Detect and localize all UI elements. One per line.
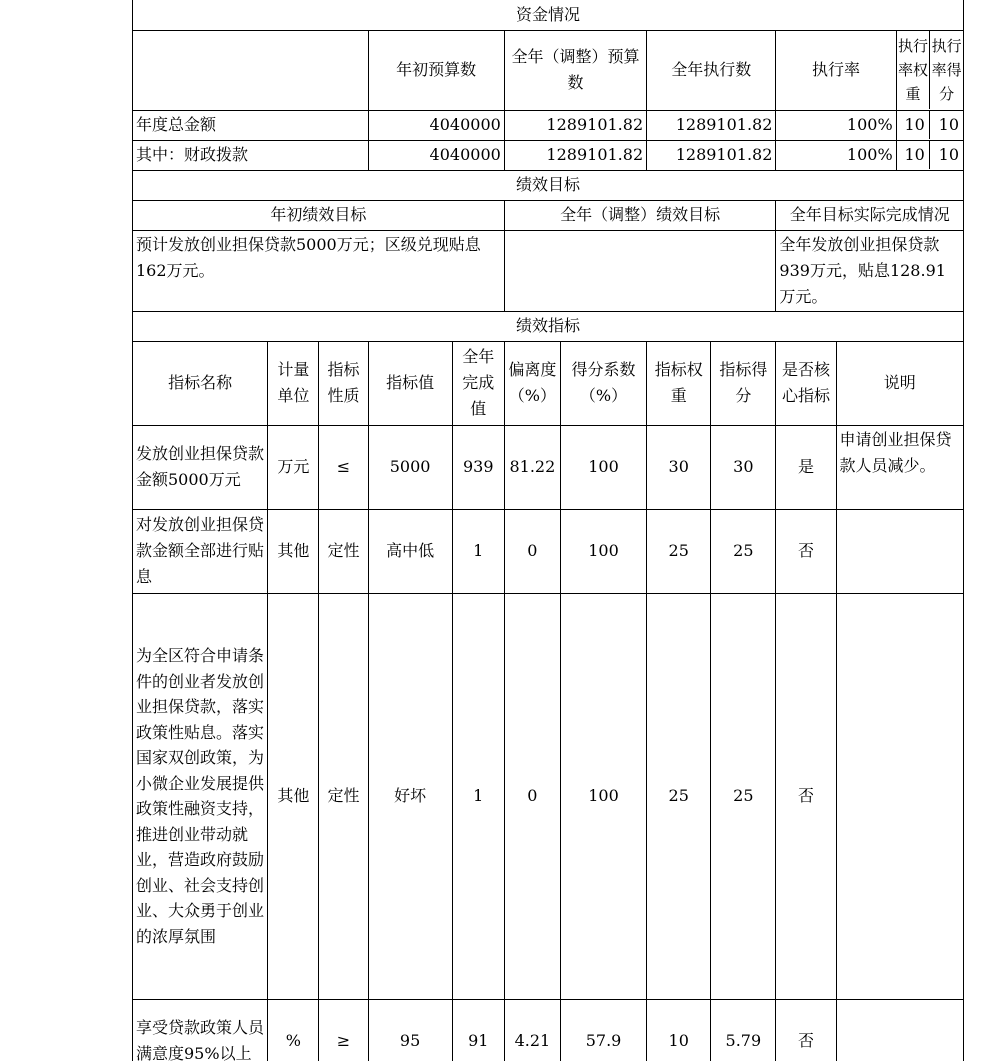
ind-row-coef: 100	[560, 593, 646, 999]
funds-row-initial-budget: 4040000	[368, 140, 504, 170]
funds-header-blank	[133, 30, 369, 110]
funds-row-exec-rate: 100%	[776, 140, 896, 170]
funds-header-exec-weight: 执行率权重	[897, 31, 931, 109]
funds-row-adjusted-budget: 1289101.82	[504, 110, 646, 140]
ind-row-deviation: 0	[504, 509, 560, 593]
funds-row-weight: 10	[897, 141, 930, 169]
ind-row-deviation: 0	[504, 593, 560, 999]
funds-row-adjusted-budget: 1289101.82	[504, 140, 646, 170]
performance-table-frame	[132, 0, 965, 1061]
ind-row-weight: 30	[647, 425, 711, 509]
ind-row-unit: 万元	[268, 425, 319, 509]
goals-section-title: 绩效目标	[133, 170, 964, 200]
ind-row-core: 否	[776, 509, 836, 593]
ind-row-target: 95	[368, 999, 452, 1061]
ind-row-weight: 25	[647, 509, 711, 593]
ind-row-score: 5.79	[711, 999, 776, 1061]
ind-row-unit: 其他	[268, 509, 319, 593]
funds-row-score: 10	[938, 145, 959, 164]
funds-row-initial-budget: 4040000	[368, 110, 504, 140]
funds-row-executed: 1289101.82	[647, 140, 776, 170]
ind-row-deviation: 4.21	[504, 999, 560, 1061]
funds-header-adjusted-budget: 全年（调整）预算数	[504, 30, 646, 110]
ind-row-score: 30	[711, 425, 776, 509]
funds-row-exec-rate: 100%	[776, 110, 896, 140]
performance-table	[132, 0, 964, 1061]
funds-row-executed: 1289101.82	[647, 110, 776, 140]
funds-row-weights	[896, 140, 963, 170]
ind-row-target: 好坏	[368, 593, 452, 999]
ind-row-name: 为全区符合申请条件的创业者发放创业担保贷款，落实政策性贴息。落实国家双创政策，为小微企业发展提供政策性融资支持，推进创业带动就业，营造政府鼓励创业、社会支持创业、大众勇于创业的浓厚氛围	[133, 593, 268, 999]
ind-row-weight: 10	[647, 999, 711, 1061]
ind-row-name: 享受贷款政策人员满意度95%以上	[133, 999, 268, 1061]
funds-header-exec-score: 执行率得分	[931, 37, 962, 103]
ind-row-actual: 939	[452, 425, 504, 509]
indicators-section-title: 绩效指标	[133, 311, 964, 341]
ind-row-actual: 1	[452, 509, 504, 593]
funds-row-score: 10	[938, 115, 959, 134]
ind-row-weight: 25	[647, 593, 711, 999]
ind-row-name: 发放创业担保贷款金额5000万元	[133, 425, 268, 509]
ind-row-unit: 其他	[268, 593, 319, 999]
funds-header-initial-budget: 年初预算数	[368, 30, 504, 110]
ind-header-deviation: 偏离度（%）	[504, 341, 560, 425]
ind-header-target: 指标值	[368, 341, 452, 425]
funds-section-title: 资金情况	[133, 0, 964, 30]
ind-row-target: 高中低	[368, 509, 452, 593]
goals-initial-header: 年初绩效目标	[133, 200, 505, 230]
ind-row-note	[836, 509, 963, 593]
ind-row-nature: 定性	[319, 593, 368, 999]
ind-row-note: 申请创业担保贷款人员减少。	[836, 425, 963, 509]
funds-header-executed: 全年执行数	[647, 30, 776, 110]
goals-adjusted-text	[504, 230, 776, 311]
ind-row-nature: 定性	[319, 509, 368, 593]
goals-initial-text: 预计发放创业担保贷款5000万元；区级兑现贴息162万元。	[133, 230, 505, 311]
ind-row-core: 否	[776, 999, 836, 1061]
goals-actual-header: 全年目标实际完成情况	[776, 200, 964, 230]
ind-row-coef: 57.9	[560, 999, 646, 1061]
funds-row-label: 年度总金额	[133, 110, 369, 140]
funds-row-weight: 10	[897, 111, 930, 139]
ind-header-nature: 指标性质	[319, 341, 368, 425]
ind-row-deviation: 81.22	[504, 425, 560, 509]
ind-header-score: 指标得分	[711, 341, 776, 425]
ind-header-note: 说明	[836, 341, 963, 425]
ind-row-actual: 1	[452, 593, 504, 999]
ind-header-actual: 全年完成值	[452, 341, 504, 425]
funds-row-weights	[896, 110, 963, 140]
ind-row-actual: 91	[452, 999, 504, 1061]
ind-row-core: 否	[776, 593, 836, 999]
ind-row-score: 25	[711, 509, 776, 593]
ind-row-score: 25	[711, 593, 776, 999]
ind-header-name: 指标名称	[133, 341, 268, 425]
ind-header-coef: 得分系数（%）	[560, 341, 646, 425]
ind-row-target: 5000	[368, 425, 452, 509]
ind-row-core: 是	[776, 425, 836, 509]
ind-row-unit: %	[268, 999, 319, 1061]
ind-row-note	[836, 999, 963, 1061]
ind-row-nature: ≥	[319, 999, 368, 1061]
ind-row-coef: 100	[560, 509, 646, 593]
ind-header-weight: 指标权重	[647, 341, 711, 425]
ind-row-nature: ≤	[319, 425, 368, 509]
ind-row-note	[836, 593, 963, 999]
ind-header-core: 是否核心指标	[776, 341, 836, 425]
funds-header-exec-rate: 执行率	[776, 30, 896, 110]
funds-row-label: 其中：财政拨款	[133, 140, 369, 170]
goals-adjusted-header: 全年（调整）绩效目标	[504, 200, 776, 230]
ind-row-name: 对发放创业担保贷款金额全部进行贴息	[133, 509, 268, 593]
goals-actual-text: 全年发放创业担保贷款939万元，贴息128.91万元。	[776, 230, 964, 311]
ind-row-coef: 100	[560, 425, 646, 509]
ind-header-unit: 计量单位	[268, 341, 319, 425]
funds-header-weights	[896, 30, 963, 110]
